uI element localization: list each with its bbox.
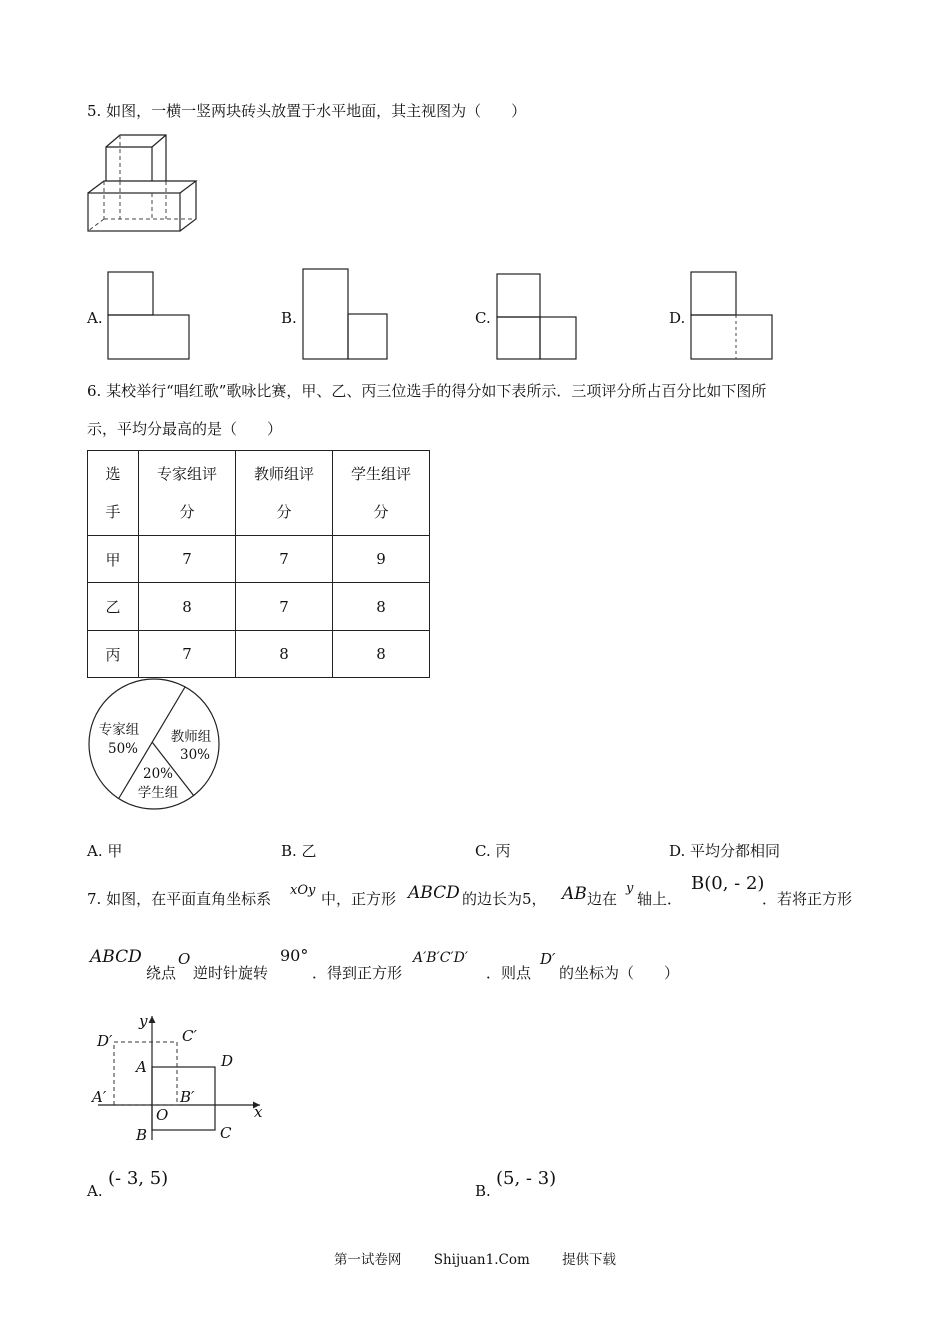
label-b-prime: B′ (180, 1088, 195, 1106)
label-b: B (136, 1126, 148, 1144)
label-x: x (254, 1103, 263, 1121)
q5-option-b[interactable]: B. (281, 309, 297, 327)
q5-option-c[interactable]: C. (475, 309, 491, 327)
table-cell: 7 (139, 631, 236, 678)
q7-option-b-letter[interactable]: B. (475, 1182, 491, 1200)
table-cell: 8 (333, 583, 430, 631)
q7-text-line2-b: 逆时针旋转 (193, 964, 269, 982)
table-row (88, 631, 430, 678)
label-y: y (139, 1012, 148, 1030)
q6-text-line2: 示，平均分最高的是（ ） (87, 420, 283, 438)
q7-math-angle: 90° (280, 946, 309, 965)
q7-text-line2-d: ．则点 (486, 964, 532, 982)
q5-bricks-figure (86, 133, 201, 233)
pie-percent-student: 20% (142, 766, 174, 782)
q7-text-line1-b: 中，正方形 (321, 890, 397, 908)
q7-math-abcd-prime: A′B′C′D′ (413, 950, 469, 966)
table-cell: 9 (333, 536, 430, 583)
label-d: D (221, 1052, 234, 1070)
label-c-prime: C′ (182, 1027, 197, 1045)
pie-label-teacher: 教师组 (170, 729, 212, 745)
table-cell: 8 (333, 631, 430, 678)
table-cell: 乙 (88, 583, 139, 631)
table-cell: 7 (236, 536, 333, 583)
q5-option-d-figure (690, 271, 776, 361)
header-expert: 专家组评 分 (139, 451, 236, 536)
q6-option-a[interactable]: A. 甲 (87, 842, 123, 860)
table-row (88, 583, 430, 631)
q7-math-ab: AB (562, 884, 587, 904)
table-header-row (88, 451, 430, 536)
q7-option-b-value[interactable]: (5, - 3) (496, 1168, 557, 1189)
header-teacher: 教师组评 分 (236, 451, 333, 536)
q7-text-line1-c: 的边长为5， (462, 890, 547, 908)
scores-table (87, 450, 430, 678)
q5-option-c-figure (496, 273, 580, 361)
pie-label-expert: 专家组 (98, 722, 140, 738)
footer-site: 第一试卷网 (333, 1252, 402, 1268)
footer-domain[interactable]: Shijuan1.Com (433, 1252, 530, 1268)
label-a: A (136, 1058, 147, 1076)
table-cell: 7 (139, 536, 236, 583)
q7-coordinate-figure (90, 1010, 275, 1145)
q6-text-line1: 6. 某校举行“唱红歌”歌咏比赛，甲、乙、丙三位选手的得分如下表所示．三项评分所占百分比如下图所 (87, 382, 767, 400)
label-c: C (220, 1124, 232, 1142)
q7-math-abcd-2: ABCD (90, 947, 142, 967)
header-student: 学生组评 分 (333, 451, 430, 536)
q6-option-c[interactable]: C. 丙 (475, 842, 511, 860)
pie-label-student: 学生组 (137, 785, 179, 801)
pie-percent-expert: 50% (107, 741, 139, 757)
label-a-prime: A′ (92, 1088, 107, 1106)
q7-text-line1-e: 轴上． (637, 890, 683, 908)
q6-pie-chart (87, 677, 221, 811)
q6-option-d[interactable]: D. 平均分都相同 (669, 842, 781, 860)
q7-math-d-prime: D′ (540, 950, 556, 968)
q7-math-y: y (626, 881, 634, 896)
q5-text: 5. 如图，一横一竖两块砖头放置于水平地面，其主视图为（ ） (87, 102, 527, 120)
table-cell: 甲 (88, 536, 139, 583)
pie-percent-teacher: 30% (179, 747, 211, 763)
label-d-prime: D′ (97, 1032, 113, 1050)
q7-text-line1-f: ．若将正方形 (762, 890, 853, 908)
table-cell: 7 (236, 583, 333, 631)
q5-option-d[interactable]: D. (669, 309, 686, 327)
q7-text-line2-c: ．得到正方形 (312, 964, 403, 982)
q5-option-a[interactable]: A. (87, 309, 103, 327)
table-row (88, 536, 430, 583)
header-player: 选 手 (88, 451, 139, 536)
q6-option-b[interactable]: B. 乙 (281, 842, 317, 860)
q7-text-line1-d: 边在 (587, 890, 618, 908)
q7-math-abcd: ABCD (408, 883, 460, 903)
table-cell: 8 (236, 631, 333, 678)
q7-text-line1-a: 7. 如图，在平面直角坐标系 (87, 890, 272, 908)
label-o: O (156, 1106, 169, 1124)
q7-option-a-letter[interactable]: A. (87, 1182, 103, 1200)
q7-text-line2-a: 绕点 (146, 964, 177, 982)
footer-note: 提供下载 (562, 1252, 617, 1268)
table-cell: 丙 (88, 631, 139, 678)
q7-option-a-value[interactable]: (- 3, 5) (108, 1168, 169, 1189)
table-cell: 8 (139, 583, 236, 631)
q7-math-point-b: B(0, - 2) (691, 873, 765, 894)
q7-text-line2-e: 的坐标为（ ） (559, 964, 680, 982)
q5-option-a-figure (107, 271, 191, 361)
q7-math-xoy: xOy (290, 883, 316, 898)
q7-math-o: O (178, 950, 191, 968)
page-footer (0, 1248, 950, 1268)
q5-option-b-figure (302, 268, 390, 361)
